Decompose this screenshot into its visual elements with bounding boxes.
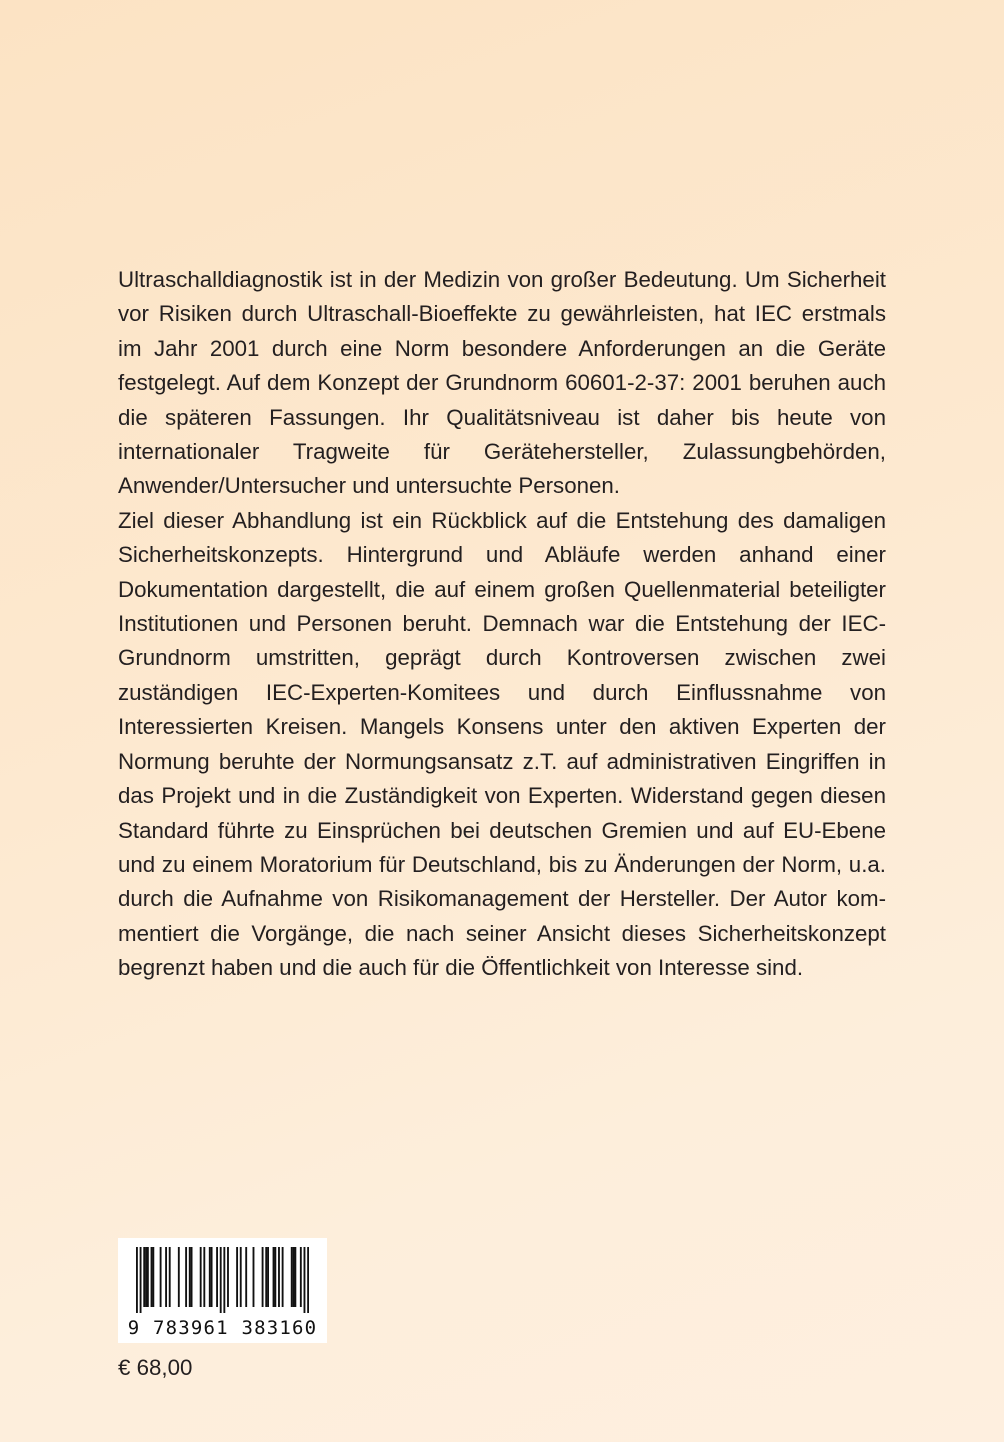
price: € 68,00: [118, 1355, 193, 1380]
barcode-bar: [273, 1247, 275, 1307]
barcode-bar: [169, 1247, 171, 1307]
blurb-paragraph-2: Ziel dieser Abhandlung ist ein Rückblick auf die Entstehung des damaligen Sicherheitskonzepts. Hintergrund und Abläufe werden anhand einer Dokumentation dargestellt, die auf einem großen Quellenmaterial beteiligter Institutionen und Personen beruht. Demnach war die Entstehung der IEC-Grundnorm umstritten, geprägt durch Kontroversen zwischen zwei zuständigen IEC-Experten-Komitees und durch Einflussnahme von Interessierten Kreisen. Mangels Konsens unter den aktiven Experten der Normung beruhte der Normungsansatz z.T. auf administrativen Eingriffen in das Projekt und in die Zuständigkeit von Experten. Widerstand gegen diesen Standard führte zu Einsprüchen bei deutschen Gremien und auf EU-Ebene und zu einem Moratorium für Deutschland, bis zu Änderungen der Norm, u.a. durch die Aufnahme von Risikomanagement der Hersteller. Der Autor kommentiert die Vorgänge, die nach seiner Ansicht dieses Sicherheitskonzept begrenzt haben und die auch für die Öffentlichkeit von Interesse sind.: [118, 507, 886, 981]
barcode-bar: [185, 1247, 187, 1307]
barcode-bar: [200, 1247, 202, 1307]
barcode-bar: [178, 1247, 180, 1307]
barcode-bar: [151, 1247, 153, 1307]
barcode-bar: [145, 1247, 147, 1307]
barcode-bar: [262, 1247, 264, 1307]
barcode-bar: [147, 1247, 149, 1307]
barcode-bar: [245, 1247, 247, 1307]
barcode-bar: [265, 1247, 267, 1307]
barcode-bar: [293, 1247, 295, 1307]
barcode-bar: [300, 1247, 302, 1307]
barcode-bar: [136, 1247, 138, 1313]
barcode-bar: [203, 1247, 205, 1307]
barcode-bar: [211, 1247, 213, 1307]
blurb-paragraph-1: Ultraschalldiagnostik ist in der Medizin von großer Bedeutung. Um Sicherheit vor Risiken durch Ultraschall-Bioeffekte zu gewährleisten, hat IEC erstmals im Jahr 2001 durch eine Norm besondere Anforderungen an die Geräte festgelegt. Auf dem Konzept der Grundnorm 60601-2-37: 2001 beruhen auch die späteren Fassungen. Ihr Qualitätsniveau ist daher bis heute von internationaler Tragweite für Gerätehersteller, Zulassungbehörden, Anwender/Untersucher und untersuchte Personen.: [118, 267, 886, 499]
barcode-bar: [253, 1247, 255, 1307]
barcode-bar: [227, 1247, 229, 1307]
barcode-bar: [278, 1247, 280, 1307]
barcode-bar: [291, 1247, 293, 1307]
barcode-bar: [191, 1247, 193, 1307]
barcode-bar: [140, 1247, 142, 1313]
barcode-bar: [165, 1247, 167, 1307]
barcode-bar: [152, 1247, 154, 1307]
barcode-bar: [143, 1247, 145, 1307]
barcode-digits: 9 783961 383160: [127, 1317, 318, 1339]
barcode-bar: [294, 1247, 296, 1307]
barcode-bar: [304, 1247, 306, 1313]
barcode-bar: [160, 1247, 162, 1307]
barcode-bar: [307, 1247, 309, 1313]
barcode-bar: [216, 1247, 218, 1307]
barcode-bars: [136, 1247, 309, 1313]
barcode-bar: [220, 1247, 222, 1313]
barcode-bar: [282, 1247, 284, 1307]
blurb-text: [118, 263, 886, 986]
barcode-bar: [267, 1247, 269, 1307]
isbn-barcode: [118, 1238, 327, 1343]
barcode-bar: [189, 1247, 191, 1307]
barcode-bar: [240, 1247, 242, 1307]
barcode-bar: [274, 1247, 276, 1307]
barcode-bar: [209, 1247, 211, 1307]
barcode-bar: [223, 1247, 225, 1313]
barcode-bar: [236, 1247, 238, 1307]
